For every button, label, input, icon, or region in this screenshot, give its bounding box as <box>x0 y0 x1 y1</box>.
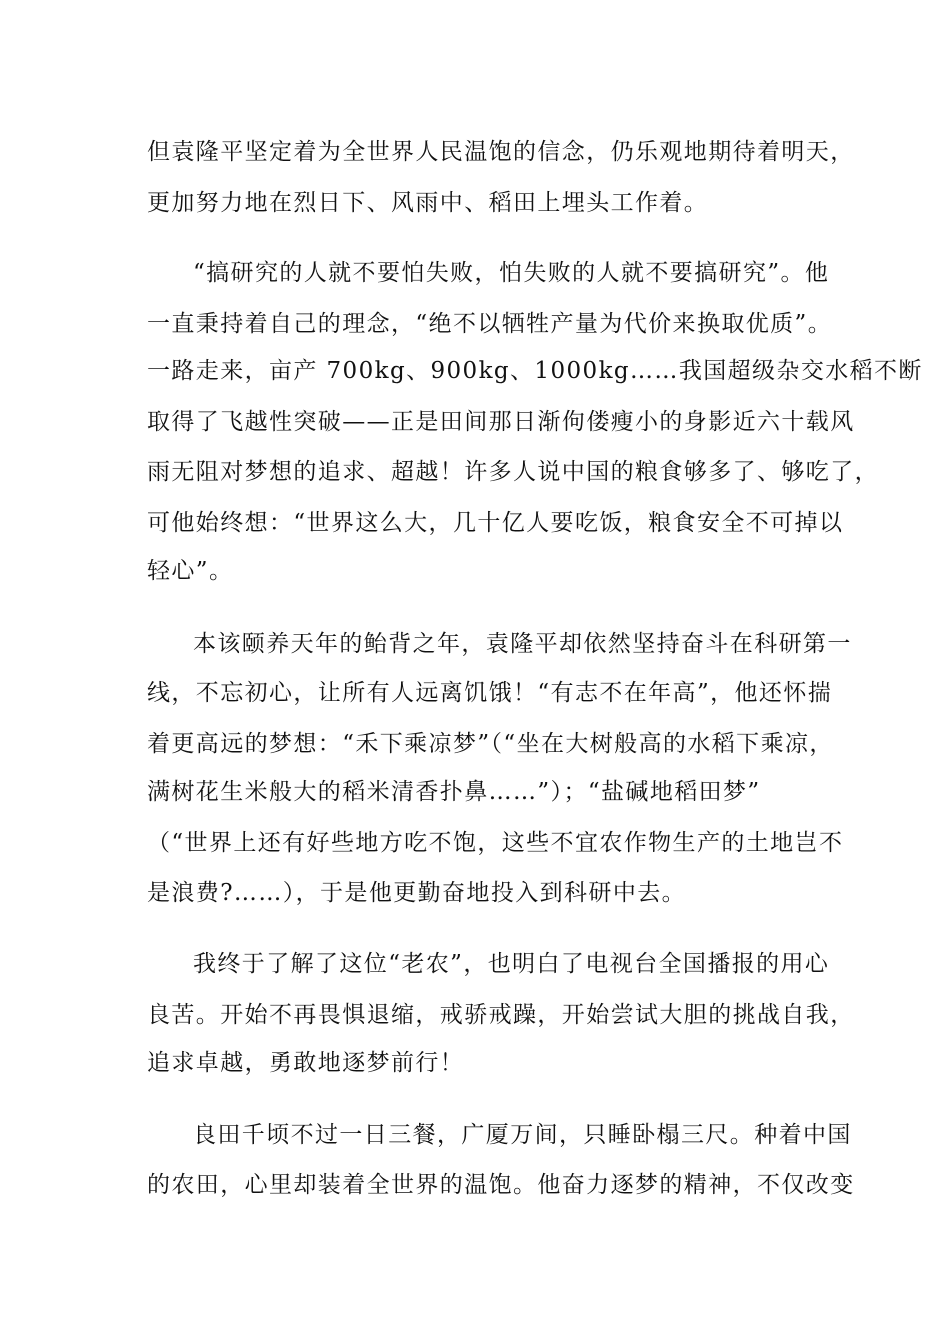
text-line: 的农田，心里却装着全世界的温饱。他奋力逐梦的精神，不仅改变 <box>147 1172 855 1198</box>
text-line: 可他始终想：“世界这么大，几十亿人要吃饭，粮食安全不可掉以 <box>147 510 844 536</box>
text-line: 良田千顷不过一日三餐，广厦万间，只睡卧榻三尺。种着中国 <box>193 1122 852 1148</box>
text-line: “搞研究的人就不要怕失败，怕失败的人就不要搞研究”。他 <box>193 260 830 286</box>
text-line: 轻心”。 <box>147 558 234 584</box>
text-line: 雨无阻对梦想的追求、超越！许多人说中国的粮食够多了、够吃了， <box>147 459 879 485</box>
text-line: 是浪费?……），于是他更勤奋地投入到科研中去。 <box>147 880 687 906</box>
text-line: 着更高远的梦想：“禾下乘凉梦”（“坐在大树般高的水稻下乘凉， <box>147 731 834 757</box>
text-line: 线，不忘初心，让所有人远离饥饿！“有志不在年高”，他还怀揣 <box>147 680 833 706</box>
text-line: 取得了飞越性突破——正是田间那日渐佝偻瘦小的身影近六十载风 <box>147 409 855 435</box>
text-line: （“世界上还有好些地方吃不饱，这些不宜农作物生产的土地岂不 <box>147 830 844 856</box>
text-line: 一直秉持着自己的理念，“绝不以牺牲产量为代价来换取优质”。 <box>147 311 833 337</box>
text-line: 追求卓越，勇敢地逐梦前行！ <box>147 1050 465 1076</box>
text-line: 良苦。开始不再畏惧退缩，戒骄戒躁，开始尝试大胆的挑战自我， <box>147 1002 855 1028</box>
text-line: 但袁隆平坚定着为全世界人民温饱的信念，仍乐观地期待着明天， <box>147 139 855 165</box>
text-line: 我终于了解了这位“老农”，也明白了电视台全国播报的用心 <box>193 951 830 977</box>
text-line: 更加努力地在烈日下、风雨中、稻田上埋头工作着。 <box>147 190 709 216</box>
text-line: 满树花生米般大的稻米清香扑鼻……”）；“盐碱地稻田梦” <box>147 779 761 805</box>
text-line: 本该颐养天年的鲐背之年，袁隆平却依然坚持奋斗在科研第一 <box>193 631 852 657</box>
text-line: 一路走来，亩产 700kg、900kg、1000kg……我国超级杂交水稻不断 <box>147 358 923 384</box>
